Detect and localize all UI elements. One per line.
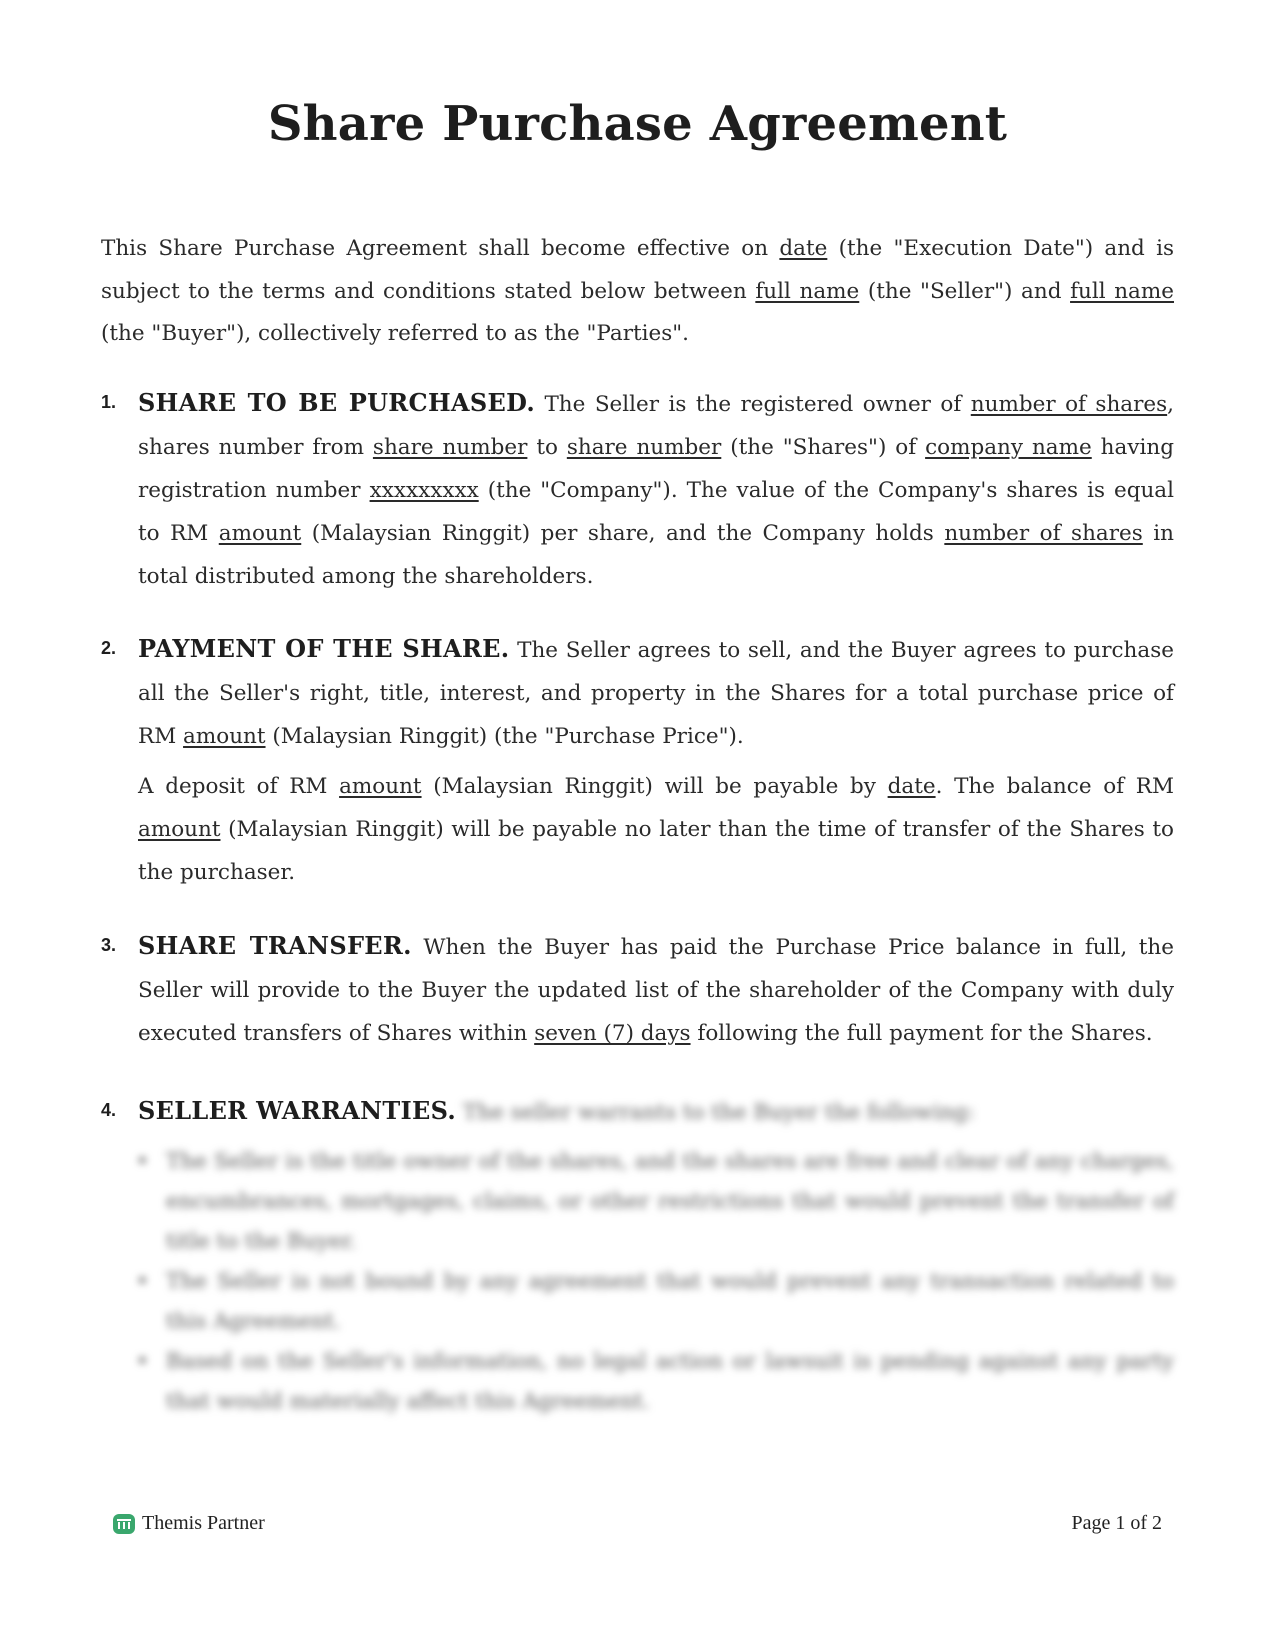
section-heading: SELLER WARRANTIES. <box>138 1096 457 1125</box>
field-deposit-amount: amount <box>339 774 422 799</box>
field-share-number-from: share number <box>372 435 528 460</box>
field-deposit-date: date <box>887 774 936 799</box>
section-paragraph: SHARE TO BE PURCHASED. The Seller is the registered owner of number of shares, shares number from share number to share number (the "Shares") of company name having registration number xxxxxxxxx (the "Company"). The value of the Company's shares is equal to RM amount (Malaysian Ringgit) per share, and the Company holds number of shares in total distributed among the shareholders. <box>138 388 1175 589</box>
section-paragraph: PAYMENT OF THE SHARE. The Seller agrees to sell, and the Buyer agrees to purchase all the Seller's right, title, interest, and property in the Shares for a total purchase price of RM amount (Malaysian Ringgit) (the "Purchase Price"). <box>138 634 1174 749</box>
section-paragraph <box>138 1089 1174 1134</box>
section-number: 2. <box>101 638 117 658</box>
page-footer <box>0 1512 1275 1542</box>
brand[interactable] <box>112 1512 265 1535</box>
field-transfer-days: seven (7) days <box>534 1021 691 1046</box>
section-heading: PAYMENT OF THE SHARE. <box>138 634 510 663</box>
bullet-icon: • <box>136 1149 149 1174</box>
section-number: 4. <box>101 1100 117 1120</box>
warranties-list <box>138 1142 1174 1422</box>
field-registration-number: xxxxxxxxx <box>369 478 479 503</box>
field-share-value-amount: amount <box>218 521 302 546</box>
section-paragraph: A deposit of RM amount (Malaysian Ringgit) will be payable by date. The balance of RM amount (Malaysian Ringgit) will be payable no later than the time of transfer of the Shares to the purchaser. <box>138 774 1174 885</box>
field-company-name: company name <box>925 435 1092 460</box>
field-share-number-to: share number <box>566 435 722 460</box>
bullet-icon: • <box>136 1349 149 1374</box>
themis-partner-logo-icon <box>112 1513 136 1535</box>
field-number-of-shares: number of shares <box>970 392 1168 417</box>
section-share-to-be-purchased <box>101 381 1174 598</box>
field-balance-amount: amount <box>138 817 221 842</box>
seller-name-field: full name <box>755 278 860 304</box>
field-purchase-price-amount: amount <box>183 724 266 749</box>
list-item: • The Seller is the title owner of the shares, and the shares are free and clear of any charges, encumbrances, mortgages, claims, or other restrictions that would prevent the transfer of title to the Buyer. <box>138 1142 1174 1262</box>
section-payment-of-the-share <box>101 627 1174 894</box>
brand-name: Themis Partner <box>142 1512 265 1534</box>
buyer-name-field: full name <box>1070 278 1174 304</box>
section-heading: SHARE TO BE PURCHASED. <box>138 388 535 417</box>
list-item: • The Seller is not bound by any agreement that would prevent any transaction related to this Agreement. <box>138 1262 1174 1342</box>
section-heading: SHARE TRANSFER. <box>138 931 412 960</box>
execution-date-field: date <box>779 236 828 261</box>
blurred-intro-text: The seller warrants to the Buyer the following: <box>456 1100 975 1125</box>
section-number: 3. <box>101 935 117 955</box>
section-paragraph: SHARE TRANSFER. When the Buyer has paid the Purchase Price balance in full, the Seller will provide to the Buyer the updated list of the shareholder of the Company with duly executed transfers of Shares within seven (7) days following the full payment for the Shares. <box>138 931 1174 1046</box>
bullet-icon: • <box>136 1269 149 1294</box>
section-number: 1. <box>101 392 117 412</box>
document-title: Share Purchase Agreement <box>267 96 1008 152</box>
list-item: • Based on the Seller's information, no legal action or lawsuit is pending against any party that would materially affect this Agreement. <box>138 1342 1174 1422</box>
page-indicator: Page 1 of 2 <box>1071 1512 1162 1534</box>
intro-paragraph: This Share Purchase Agreement shall become effective on date (the "Execution Date") and is subject to the terms and conditions stated below between full name (the "Seller") and full name (the "Buyer"), collectively referred to as the "Parties". <box>101 236 1174 346</box>
field-total-shares: number of shares <box>944 521 1143 546</box>
section-seller-warranties <box>101 1089 1174 1422</box>
section-share-transfer <box>101 924 1174 1055</box>
